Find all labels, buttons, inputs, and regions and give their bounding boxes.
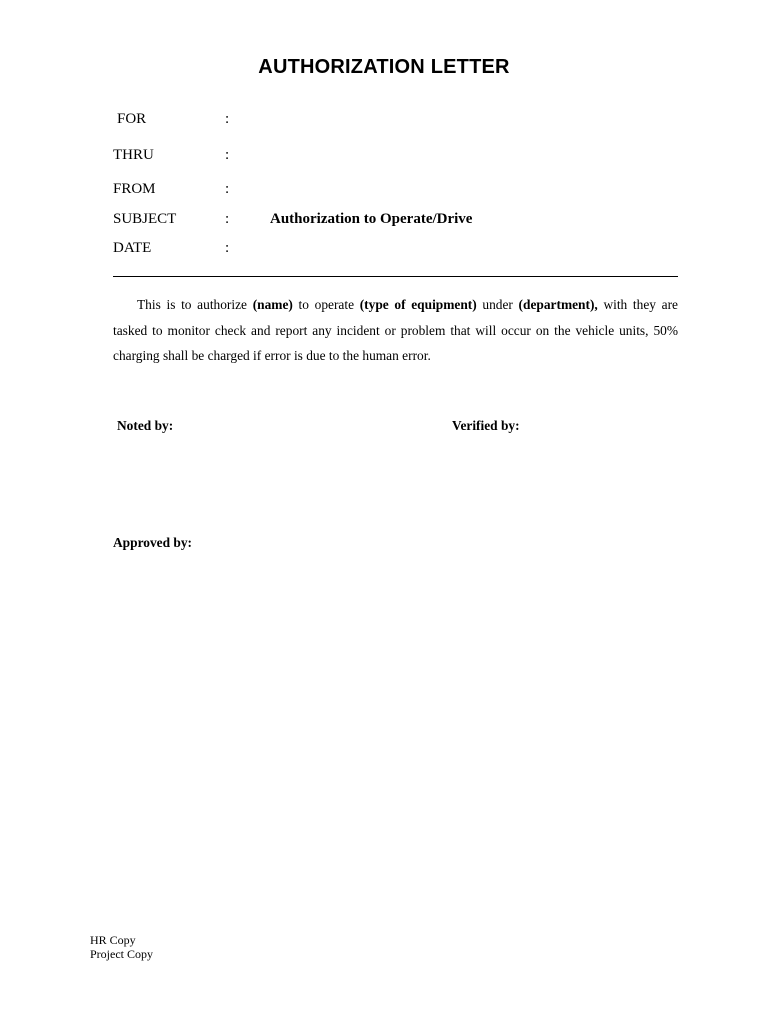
field-subject <box>113 209 472 229</box>
field-label: THRU <box>113 147 154 163</box>
approved-by-label: Approved by: <box>113 535 192 550</box>
placeholder-equipment: (type of equipment) <box>359 297 477 312</box>
field-colon: : <box>225 181 230 197</box>
field-label: DATE <box>113 240 152 256</box>
subject-value: Authorization to Operate/Drive <box>270 211 473 227</box>
field-colon: : <box>225 211 230 227</box>
placeholder-name: (name) <box>252 297 293 312</box>
document-title: AUTHORIZATION LETTER <box>258 56 510 78</box>
placeholder-department: (department), <box>518 297 598 312</box>
field-colon: : <box>225 240 230 256</box>
field-date <box>113 238 270 258</box>
footer-project-copy: Project Copy <box>90 947 153 961</box>
letter-body <box>113 292 678 369</box>
noted-by-label: Noted by: <box>117 418 174 433</box>
verified-by-label: Verified by: <box>452 418 520 433</box>
body-text-part: to operate <box>292 297 360 312</box>
field-from <box>113 179 270 199</box>
body-text-part: with they are tasked to monitor check and report any incident or problem that will occur on the vehicle units, 50% charging shall be charged if error is due to the human error. <box>113 297 679 363</box>
field-label: FOR <box>117 111 147 127</box>
field-colon: : <box>225 147 230 163</box>
field-thru <box>113 145 270 165</box>
field-for <box>117 109 270 129</box>
field-label: SUBJECT <box>113 211 177 227</box>
field-label: FROM <box>113 181 156 197</box>
footer-hr-copy: HR Copy <box>90 933 136 947</box>
field-colon: : <box>225 111 230 127</box>
body-text-part: under <box>476 297 519 312</box>
body-text-part: This is to authorize <box>137 297 253 312</box>
divider-line <box>113 276 678 277</box>
